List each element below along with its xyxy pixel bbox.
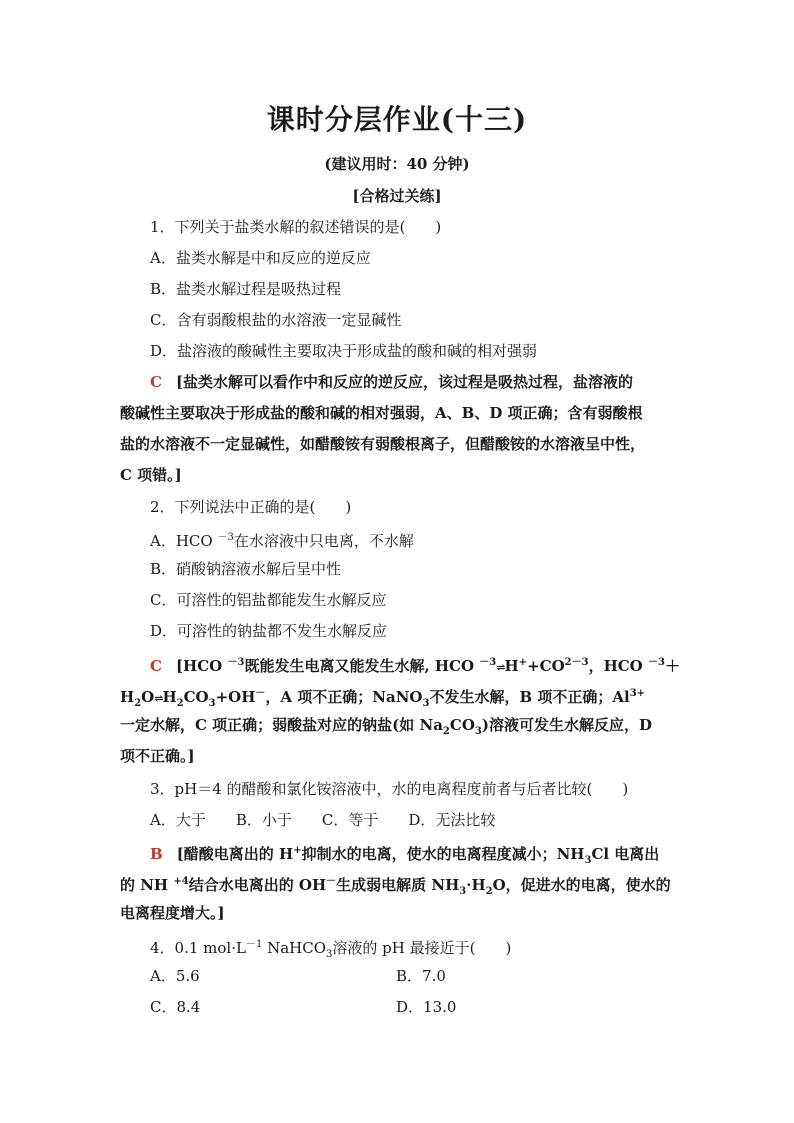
q4-option-c: C．8.4: [150, 998, 201, 1016]
q1-explanation-line3: 盐的水溶液不一定显碱性，如醋酸铵有弱酸根离子，但醋酸铵的水溶液呈中性，: [120, 435, 646, 453]
q3-stem: 3．pH＝4 的醋酸和氯化铵溶液中，水的电离程度前者与后者比较( ): [150, 780, 629, 798]
q3-explanation-line2: 的 NH $^{+4}$结合水电离出的 OH－生成弱电解质 $NH_3\cdot H_2O$，促进水的电离，使水的: [120, 876, 671, 897]
q3-answer-letter: B: [150, 845, 163, 863]
q1-answer-letter: C: [150, 373, 162, 391]
q4-option-a: A．5.6: [150, 967, 200, 985]
q1-stem: 1．下列关于盐类水解的叙述错误的是( ): [150, 218, 442, 236]
q1-explanation-line2: 酸碱性主要取决于形成盐的酸和碱的相对强弱，A、B、D 项正确；含有弱酸根: [120, 404, 643, 422]
q3-explanation-line1: B [醋酸电离出的 H+抑制水的电离，使水的电离程度减小；$NH_3Cl$ 电离出: [150, 845, 660, 866]
q2-option-b: B．硝酸钠溶液水解后呈中性: [150, 560, 342, 578]
q2-option-c: C．可溶性的铝盐都能发生水解反应: [150, 591, 387, 609]
q2-option-d: D．可溶性的钠盐都不发生水解反应: [150, 622, 388, 640]
q1-option-d: D．盐溶液的酸碱性主要取决于形成盐的酸和碱的相对强弱: [150, 342, 538, 360]
q2-stem: 2．下列说法中正确的是( ): [150, 498, 352, 516]
q3-explanation-line3: 电离程度增大。]: [120, 904, 225, 922]
q3-options: A．大于 B．小于 C．等于 D．无法比较: [150, 811, 496, 829]
q1-explanation-line4: C 项错。]: [120, 466, 182, 484]
q4-option-b: B．7.0: [396, 967, 446, 985]
q2-answer-letter: C: [150, 657, 162, 675]
q4-option-d: D．13.0: [396, 998, 457, 1016]
section-heading: [合格过关练]: [352, 187, 442, 205]
q2-option-a: A．HCO $^{-3}$在水溶液中只电离，不水解: [150, 532, 414, 550]
q4-stem: 4．0.1 $mol\cdot L^{-1}$ NaHCO$_3$溶液的 pH 最接近于( ): [150, 939, 512, 960]
time-note: (建议用时：40 分钟): [324, 155, 470, 173]
q2-explanation-line2: $H_2O\rightleftharpoons H_2CO_3+OH^-$，A 项不正确；NaNO$_3$不发生水解，B 项不正确；$Al^{3+}$: [120, 688, 646, 709]
q1-option-c: C．含有弱酸根盐的水溶液一定显碱性: [150, 311, 402, 329]
q2-explanation-line4: 项不正确。]: [120, 747, 195, 765]
q1-option-b: B．盐类水解过程是吸热过程: [150, 280, 342, 298]
q2-explanation-line1: C [HCO $^{-3}$既能发生电离又能发生水解, HCO $^{-3}\rightleftharpoons H^++CO^{2-3}$，HCO $^{-3}$＋: [150, 657, 680, 675]
page-title: 课时分层作业(十三): [266, 103, 528, 136]
q1-option-a: A．盐类水解是中和反应的逆反应: [150, 249, 371, 267]
q2-explanation-line3: 一定水解，C 项正确；弱酸盐对应的钠盐(如 $Na_2CO_3$)溶液可发生水解反应，D: [120, 716, 652, 737]
q1-explanation-line1: C [盐类水解可以看作中和反应的逆反应，该过程是吸热过程，盐溶液的: [150, 373, 634, 391]
